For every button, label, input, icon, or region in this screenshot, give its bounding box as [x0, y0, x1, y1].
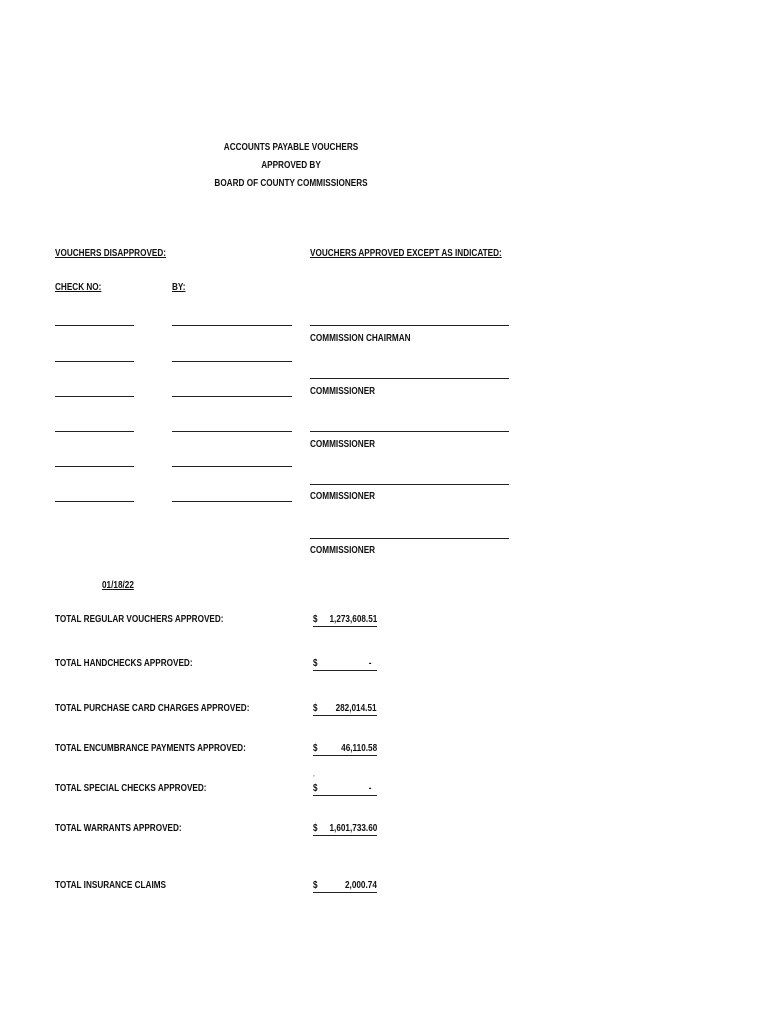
by-blank[interactable] — [172, 431, 292, 432]
total-amount — [313, 822, 377, 836]
total-label: TOTAL HANDCHECKS APPROVED: — [55, 657, 193, 669]
check-no-blank[interactable] — [55, 501, 134, 502]
amount-value: 2,000.74 — [345, 879, 377, 891]
by-blank[interactable] — [172, 466, 292, 467]
amount-value: 1,601,733.60 — [329, 822, 377, 834]
total-amount — [313, 613, 377, 627]
check-no-blank[interactable] — [55, 431, 134, 432]
signature-line-commissioner-1[interactable] — [310, 378, 509, 379]
stray-mark: ’ — [313, 774, 315, 783]
signature-line-commissioner-4[interactable] — [310, 538, 509, 539]
total-label: TOTAL WARRANTS APPROVED: — [55, 822, 182, 834]
total-label: TOTAL SPECIAL CHECKS APPROVED: — [55, 782, 207, 794]
total-amount — [313, 782, 377, 796]
check-no-blank[interactable] — [55, 325, 134, 326]
currency-symbol: $ — [313, 613, 318, 625]
total-label: TOTAL REGULAR VOUCHERS APPROVED: — [55, 613, 224, 625]
signature-label-commissioner-2: COMMISSIONER — [310, 438, 376, 450]
check-no-blank[interactable] — [55, 466, 134, 467]
currency-symbol: $ — [313, 702, 318, 714]
header-line-2: APPROVED BY — [261, 159, 321, 171]
vouchers-disapproved-label: VOUCHERS DISAPPROVED: — [55, 247, 167, 259]
report-date: 01/18/22 — [102, 579, 134, 591]
amount-value: 46,110.58 — [341, 742, 377, 754]
currency-symbol: $ — [313, 657, 318, 669]
amount-value: - — [368, 782, 371, 794]
header-line-1: ACCOUNTS PAYABLE VOUCHERS — [223, 141, 359, 153]
signature-line-commissioner-2[interactable] — [310, 431, 509, 432]
currency-symbol: $ — [313, 879, 318, 891]
amount-value: 282,014.51 — [336, 702, 377, 714]
by-blank[interactable] — [172, 361, 292, 362]
currency-symbol: $ — [313, 742, 318, 754]
by-blank[interactable] — [172, 501, 292, 502]
currency-symbol: $ — [313, 782, 318, 794]
check-no-blank[interactable] — [55, 396, 134, 397]
signature-label-commissioner-1: COMMISSIONER — [310, 385, 376, 397]
total-label: TOTAL PURCHASE CARD CHARGES APPROVED: — [55, 702, 250, 714]
by-blank[interactable] — [172, 325, 292, 326]
signature-label-commissioner-3: COMMISSIONER — [310, 490, 376, 502]
total-amount — [313, 742, 377, 756]
by-blank[interactable] — [172, 396, 292, 397]
header-line-3: BOARD OF COUNTY COMMISSIONERS — [214, 177, 368, 189]
amount-value: - — [368, 657, 371, 669]
total-amount — [313, 657, 377, 671]
vouchers-approved-label: VOUCHERS APPROVED EXCEPT AS INDICATED: — [310, 247, 502, 259]
amount-value: 1,273,608.51 — [329, 613, 377, 625]
signature-line-chairman[interactable] — [310, 325, 509, 326]
total-label: TOTAL ENCUMBRANCE PAYMENTS APPROVED: — [55, 742, 246, 754]
total-label: TOTAL INSURANCE CLAIMS — [55, 879, 167, 891]
check-no-blank[interactable] — [55, 361, 134, 362]
currency-symbol: $ — [313, 822, 318, 834]
signature-label-commissioner-4: COMMISSIONER — [310, 544, 376, 556]
check-no-label: CHECK NO: — [55, 281, 102, 293]
signature-line-commissioner-3[interactable] — [310, 484, 509, 485]
by-label: BY: — [172, 281, 186, 293]
signature-label-chairman: COMMISSION CHAIRMAN — [310, 332, 411, 344]
total-amount — [313, 702, 377, 716]
total-amount — [313, 879, 377, 893]
